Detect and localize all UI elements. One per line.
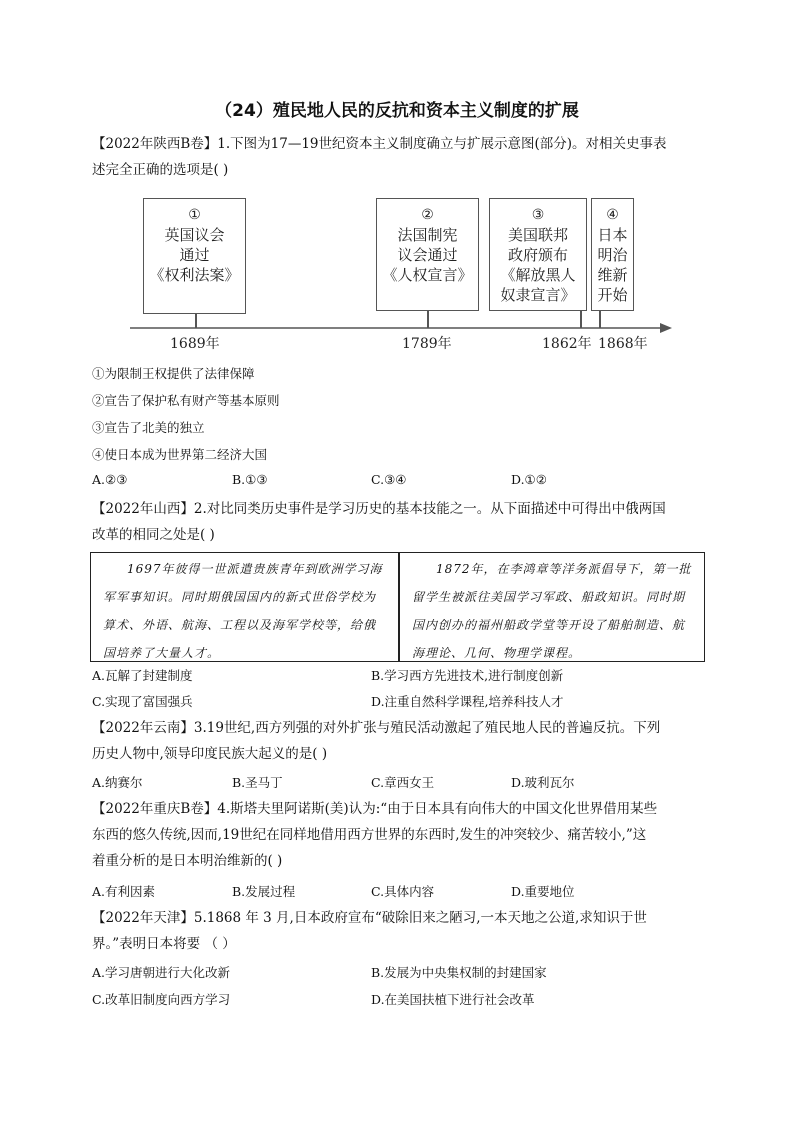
q1-option-b[interactable]: B.①③ — [232, 472, 268, 487]
q4-option-d[interactable]: D.重要地位 — [511, 884, 575, 899]
box1-line: 《权利法案》 — [149, 266, 240, 284]
box3-number: ③ — [531, 207, 545, 223]
q3-option-d[interactable]: D.玻利瓦尔 — [511, 775, 575, 790]
box3-line: 政府颁布 — [507, 246, 568, 264]
q3-option-c[interactable]: C.章西女王 — [371, 775, 435, 790]
box2-line: 法国制宪 — [397, 226, 458, 244]
q3-option-b[interactable]: B.圣马丁 — [232, 775, 283, 790]
timeline-box-3 — [489, 198, 587, 311]
q1-option-c[interactable]: C.③④ — [371, 472, 407, 487]
box3-line: 《解放黑人 — [500, 266, 576, 284]
q5-option-a[interactable]: A.学习唐朝进行大化改新 — [92, 965, 231, 980]
q2-stem-line1: 【2022年山西】2.对比同类历史事件是学习历史的基本技能之一。从下面描述中可得出中俄两国 — [92, 501, 666, 517]
box1-line: 英国议会 — [164, 226, 225, 244]
timeline-year: 1868年 — [598, 336, 648, 352]
box3-line: 美国联邦 — [507, 226, 568, 244]
q3-stem-line2: 历史人物中,领导印度民族大起义的是( ) — [92, 746, 328, 762]
q4-option-c[interactable]: C.具体内容 — [371, 884, 435, 899]
box1-line: 通过 — [179, 246, 210, 264]
box4-line: 日本 — [597, 226, 628, 244]
q1-item: ②宣告了保护私有财产等基本原则 — [92, 393, 280, 408]
box2-line: 议会通过 — [397, 246, 458, 264]
q4-stem-line3: 着重分析的是日本明治维新的( ) — [92, 853, 283, 869]
timeline-box-2 — [376, 198, 479, 311]
q1-stem-line1: 【2022年陕西B卷】1.下图为17—19世纪资本主义制度确立与扩展示意图(部分)。对相关史事表 — [92, 136, 667, 152]
q4-option-a[interactable]: A.有利因素 — [92, 884, 156, 899]
q2-stem-line2: 改革的相同之处是( ) — [92, 527, 215, 543]
q5-stem-line1: 【2022年天津】5.1868 年 3 月,日本政府宣布“破除旧来之陋习,一本天地之公道,求知识于世 — [92, 910, 647, 926]
q3-stem-line1: 【2022年云南】3.19世纪,西方列强的对外扩张与殖民活动激起了殖民地人民的普遍反抗。下列 — [92, 720, 661, 736]
timeline-year: 1689年 — [170, 336, 220, 352]
q2-option-d[interactable]: D.注重自然科学课程,培养科技人才 — [371, 694, 564, 709]
box4-line: 开始 — [597, 286, 628, 304]
box2-number: ② — [421, 207, 434, 223]
table-cell-right: 1872年，在李鸿章等洋务派倡导下，第一批留学生被派往美国学习军政、船政知识。同时期国内创办的福州船政学堂等开设了船舶制造、航海理论、几何、物理学课程。 — [412, 562, 692, 660]
q1-item: ①为限制王权提供了法律保障 — [92, 366, 255, 381]
comparison-table — [90, 552, 705, 662]
timeline-box-4 — [591, 198, 634, 311]
box4-number: ④ — [606, 207, 619, 223]
q1-stem-line2: 述完全正确的选项是( ) — [92, 162, 229, 178]
q5-option-c[interactable]: C.改革旧制度向西方学习 — [92, 992, 231, 1007]
q4-stem-line1: 【2022年重庆B卷】4.斯塔夫里阿诺斯(美)认为:“由于日本具有向伟大的中国文化世界借用某些 — [92, 801, 658, 817]
table-cell-left: 1697年彼得一世派遣贵族青年到欧洲学习海军军事知识。同时期俄国国内的新式世俗学校为算术、外语、航海、工程以及海军学校等，给俄国培养了大量人才。 — [103, 562, 383, 660]
q4-stem-line2: 东西的悠久传统,因而,19世纪在同样地借用西方世界的东西时,发生的冲突较少、痛苦较小,”这 — [92, 827, 647, 843]
q2-option-a[interactable]: A.瓦解了封建制度 — [92, 668, 193, 683]
page-title: （24）殖民地人民的反抗和资本主义制度的扩展 — [215, 101, 579, 121]
box4-line: 明治 — [597, 246, 628, 264]
q5-option-d[interactable]: D.在美国扶植下进行社会改革 — [371, 992, 535, 1007]
q1-item: ③宣告了北美的独立 — [92, 420, 205, 435]
q1-option-d[interactable]: D.①② — [511, 472, 547, 487]
timeline-year: 1862年 — [542, 336, 592, 352]
q2-option-c[interactable]: C.实现了富国强兵 — [92, 694, 193, 709]
box2-line: 《人权宣言》 — [382, 266, 473, 284]
box4-line: 维新 — [597, 266, 628, 284]
q1-option-a[interactable]: A.②③ — [92, 472, 128, 487]
timeline-year: 1789年 — [402, 336, 452, 352]
q1-item: ④使日本成为世界第二经济大国 — [92, 447, 268, 462]
q5-option-b[interactable]: B.发展为中央集权制的封建国家 — [371, 965, 547, 980]
box1-number: ① — [188, 207, 201, 223]
q3-option-a[interactable]: A.纳赛尔 — [92, 775, 143, 790]
timeline-box-1 — [143, 198, 246, 314]
q2-option-b[interactable]: B.学习西方先进技术,进行制度创新 — [371, 668, 564, 683]
q4-option-b[interactable]: B.发展过程 — [232, 884, 296, 899]
box3-line: 奴隶宣言》 — [500, 286, 576, 304]
q5-stem-line2: 界。”表明日本将要 （ ） — [92, 936, 236, 952]
